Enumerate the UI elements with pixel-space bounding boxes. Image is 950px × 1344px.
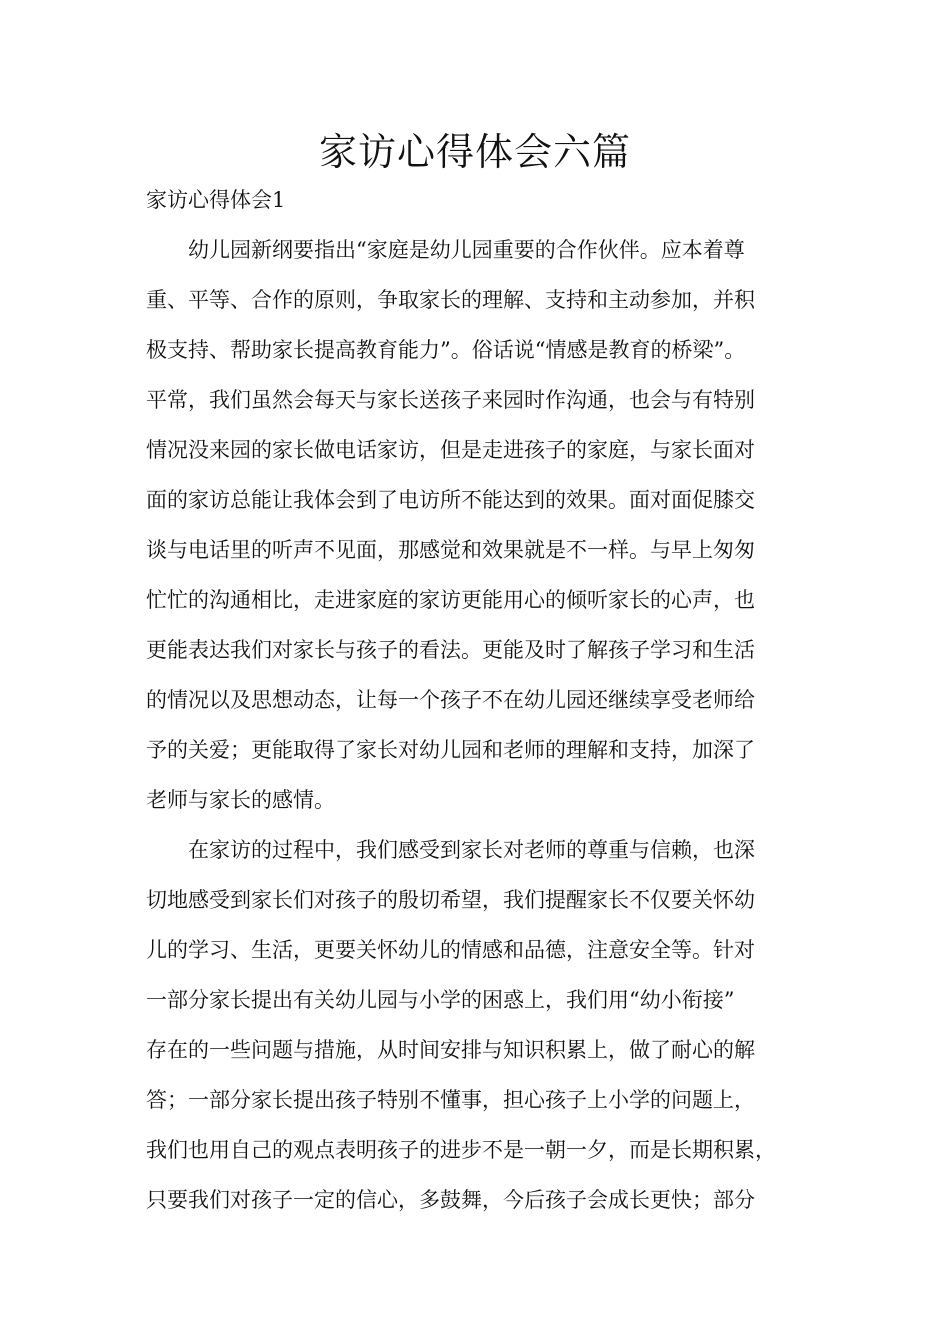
paragraph-line: 答；一部分家长提出孩子特别不懂事，担心孩子上小学的问题上，: [146, 1088, 755, 1112]
paragraph-line: 在家访的过程中，我们感受到家长对老师的尊重与信赖，也深: [146, 838, 755, 862]
paragraph-line: 面的家访总能让我体会到了电访所不能达到的效果。面对面促膝交: [146, 488, 755, 512]
paragraph-line: 谈与电话里的听声不见面，那感觉和效果就是不一样。与早上匆匆: [146, 538, 755, 562]
section-heading: 家访心得体会1: [146, 188, 286, 212]
document-title: 家访心得体会六篇: [318, 130, 631, 174]
paragraph-line: 儿的学习、生活，更要关怀幼儿的情感和品德，注意安全等。针对: [146, 938, 755, 962]
paragraph-line: 情况没来园的家长做电话家访，但是走进孩子的家庭，与家长面对: [146, 438, 755, 462]
paragraph-line: 一部分家长提出有关幼儿园与小学的困惑上，我们用“幼小衔接”: [146, 988, 735, 1012]
paragraph-line: 老师与家长的感情。: [146, 788, 335, 812]
paragraph-line: 我们也用自己的观点表明孩子的进步不是一朝一夕，而是长期积累，: [146, 1138, 776, 1162]
paragraph-line: 平常，我们虽然会每天与家长送孩子来园时作沟通，也会与有特别: [146, 388, 755, 412]
paragraph-line: 忙忙的沟通相比，走进家庭的家访更能用心的倾听家长的心声，也: [146, 588, 755, 612]
paragraph-line: 重、平等、合作的原则，争取家长的理解、支持和主动参加，并积: [146, 288, 755, 312]
paragraph-line: 的情况以及思想动态，让每一个孩子不在幼儿园还继续享受老师给: [146, 688, 755, 712]
paragraph-line: 予的关爱；更能取得了家长对幼儿园和老师的理解和支持，加深了: [146, 738, 755, 762]
paragraph-line: 极支持、帮助家长提高教育能力”。俗话说“情感是教育的桥梁”。: [146, 338, 746, 362]
paragraph-line: 存在的一些问题与措施，从时间安排与知识积累上，做了耐心的解: [146, 1038, 755, 1062]
paragraph-line: 幼儿园新纲要指出“家庭是幼儿园重要的合作伙伴。应本着尊: [146, 238, 745, 262]
paragraph-line: 只要我们对孩子一定的信心，多鼓舞，今后孩子会成长更快；部分: [146, 1188, 755, 1212]
paragraph-line: 更能表达我们对家长与孩子的看法。更能及时了解孩子学习和生活: [146, 638, 755, 662]
paragraph-line: 切地感受到家长们对孩子的殷切希望，我们提醒家长不仅要关怀幼: [146, 888, 755, 912]
